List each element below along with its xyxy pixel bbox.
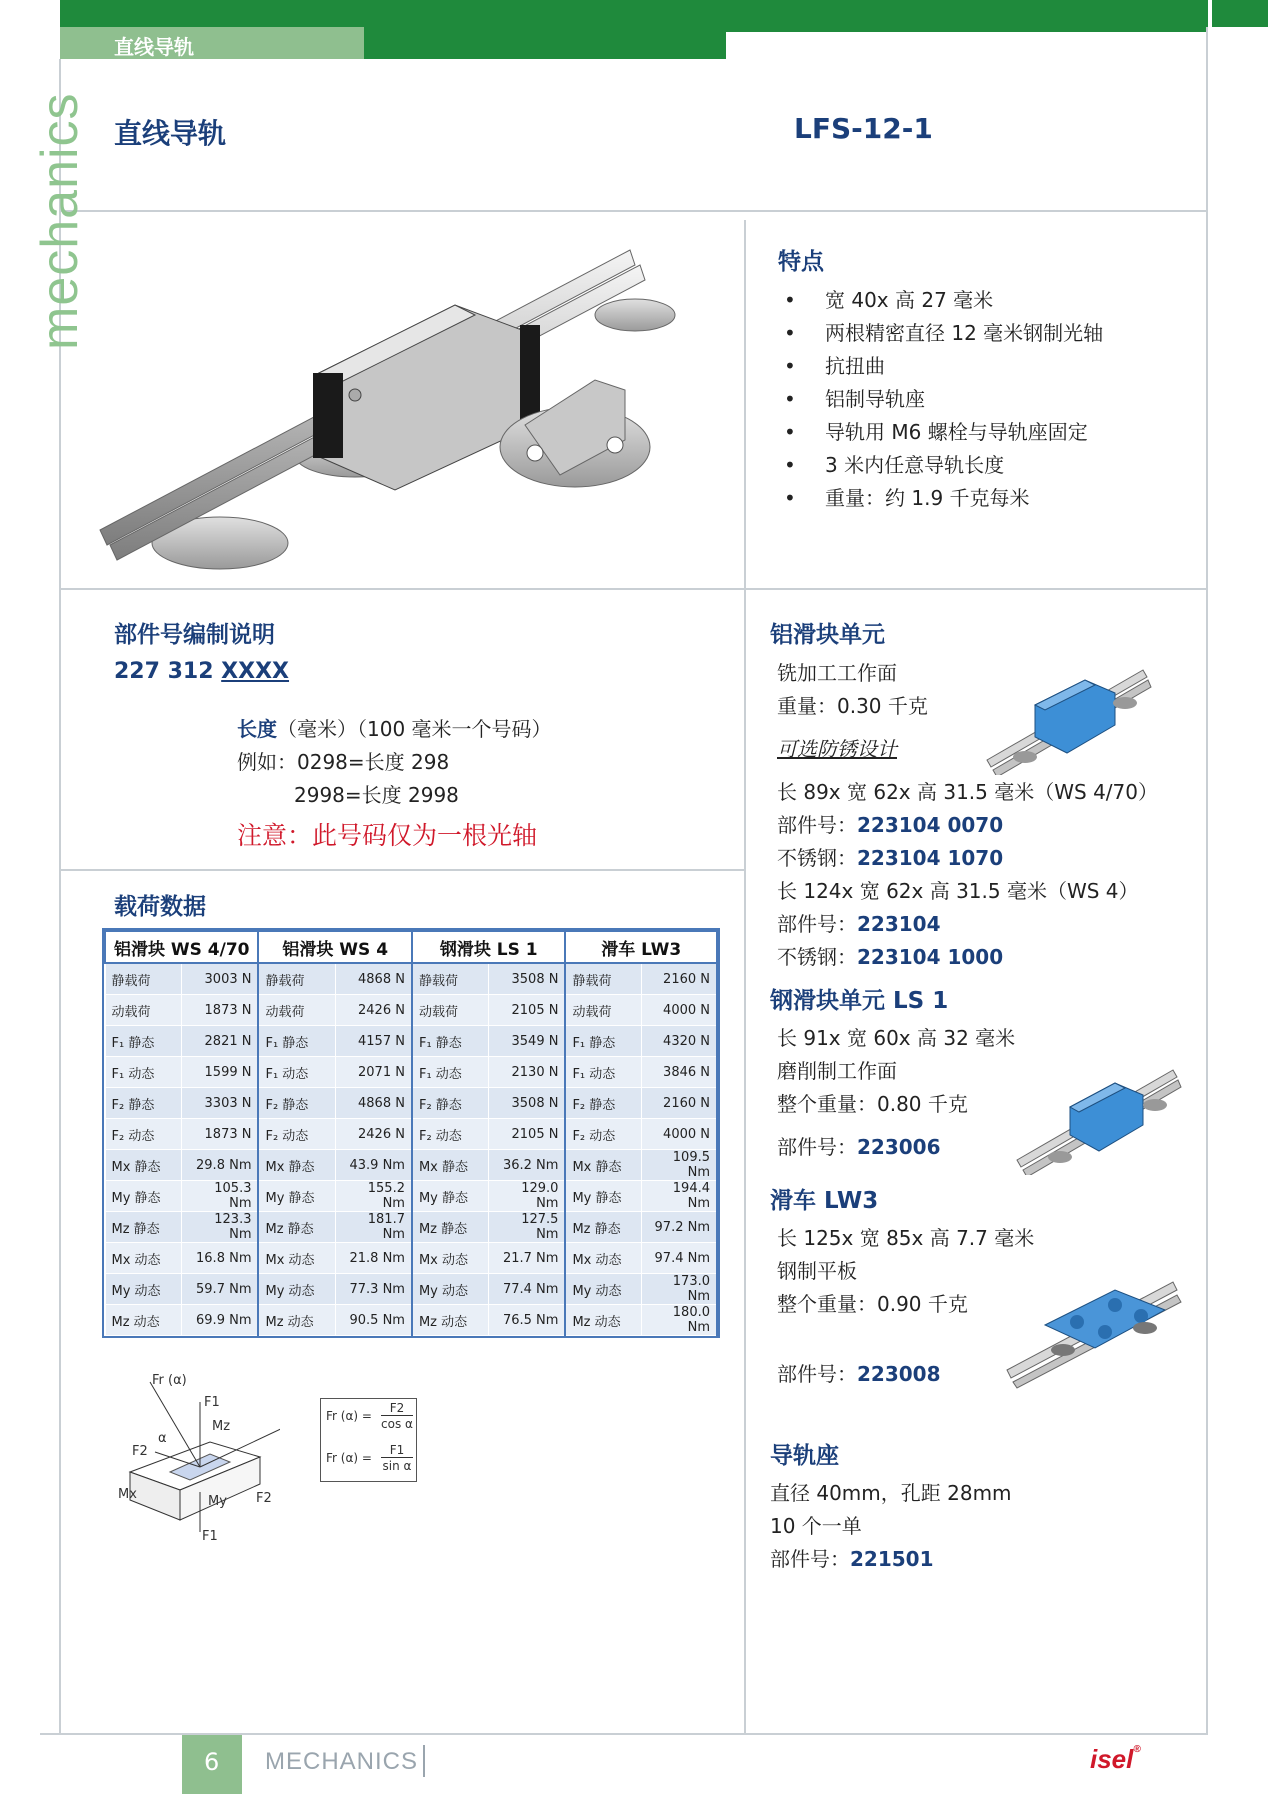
load-table [102,928,720,1338]
pn-value: 223104 [857,912,941,936]
table-cell-label: Mx 动态 [565,1243,641,1274]
table-cell-label: 静载荷 [258,963,335,995]
carriage-pn [777,1358,941,1391]
features-title: 特点 [778,249,824,275]
table-cell-label: Mz 动态 [412,1305,489,1336]
table-cell-value: 194.4 Nm [641,1181,717,1212]
table-cell-label: My 静态 [565,1181,641,1212]
pn-label: 部件号： [777,1362,857,1386]
aluminum-line-1: 铣加工工作面 [777,661,897,685]
example-2: 2998=长度 2998 [294,783,459,807]
aluminum-line-5: 长 124x 宽 62x 高 31.5 毫米（WS 4） [777,879,1139,903]
list-item: • 两根精密直径 12 毫米钢制光轴 [780,317,1200,350]
table-cell-value: 4000 N [641,1119,717,1150]
formula-2-num: F1 [381,1443,413,1458]
table-cell-value: 1599 N [182,1057,259,1088]
table-cell-label: F₂ 动态 [565,1119,641,1150]
list-item: • 宽 40x 高 27 毫米 [780,284,1200,317]
table-cell-value: 36.2 Nm [489,1150,566,1181]
steel-line-1: 长 91x 宽 60x 高 32 毫米 [777,1026,1016,1050]
pn-value: 223104 0070 [857,813,1004,837]
rail-base-pn [770,1543,934,1576]
table-cell-label: Mx 静态 [412,1150,489,1181]
steel-line-3: 整个重量：0.80 千克 [777,1092,968,1116]
table-row [105,1057,717,1088]
table-cell-label: F₂ 动态 [258,1119,335,1150]
table-row [105,1181,717,1212]
col-header: 钢滑块 LS 1 [412,931,565,963]
ss-value: 223104 1070 [857,846,1004,870]
diagram-label-f1-bottom: F1 [202,1529,218,1542]
table-cell-value: 2105 N [489,1119,566,1150]
table-cell-label: Mz 动态 [565,1305,641,1336]
formula-1-den: cos α [381,1417,413,1431]
table-cell-value: 3846 N [641,1057,717,1088]
steel-block-image [1015,1065,1185,1175]
table-cell-value: 4157 N [335,1026,412,1057]
table-row [105,1243,717,1274]
header-bar [60,0,1208,27]
aluminum-unit-title: 铝滑块单元 [770,622,885,648]
code-prefix: 227 312 [114,659,222,684]
table-cell-label: Mx 静态 [258,1150,335,1181]
aluminum-block-image [985,665,1155,775]
table-cell-value: 3508 N [489,963,566,995]
table-cell-label: F₁ 动态 [412,1057,489,1088]
table-cell-label: 动载荷 [412,995,489,1026]
table-cell-value: 4000 N [641,995,717,1026]
aluminum-ss-1 [777,842,1003,875]
table-cell-label: F₂ 动态 [105,1119,182,1150]
code-suffix: XXXX [221,659,290,684]
table-cell-label: My 静态 [105,1181,182,1212]
table-cell-value: 1873 N [182,995,259,1026]
diagram-label-f2: F2 [132,1444,148,1459]
table-cell-label: F₁ 静态 [105,1026,182,1057]
header-tab-label: 直线导轨 [114,35,194,59]
aluminum-pn-1 [777,809,1003,842]
table-cell-label: F₁ 静态 [565,1026,641,1057]
formula-2-den: sin α [382,1459,412,1473]
table-cell-label: F₁ 静态 [258,1026,335,1057]
right-frame-line [1206,27,1208,1735]
rail-base-line-1: 直径 40mm，孔距 28mm [770,1481,1012,1505]
table-cell-value: 97.4 Nm [641,1243,717,1274]
table-cell-value: 29.8 Nm [182,1150,259,1181]
table-cell-label: 静载荷 [105,963,182,995]
divider-mid [59,588,1208,590]
divider-header [59,210,1208,212]
table-cell-label: Mx 动态 [258,1243,335,1274]
diagram-label-mx: Mx [118,1487,137,1502]
aluminum-line-3: 可选防锈设计 [777,737,897,761]
formula-box [320,1398,417,1482]
table-cell-value: 173.0 Nm [641,1274,717,1305]
length-label: 长度 [237,717,277,741]
table-cell-value: 21.7 Nm [489,1243,566,1274]
table-cell-value: 105.3 Nm [182,1181,259,1212]
page-title: 直线导轨 [114,117,227,150]
table-cell-value: 90.5 Nm [335,1305,412,1336]
table-cell-value: 3508 N [489,1088,566,1119]
table-cell-label: My 静态 [258,1181,335,1212]
table-cell-label: 动载荷 [258,995,335,1026]
table-cell-value: 4320 N [641,1026,717,1057]
table-cell-value: 4868 N [335,1088,412,1119]
formula-1: Fr (α) = [326,1409,372,1423]
pn-label: 部件号： [777,912,857,936]
table-row [105,1088,717,1119]
table-cell-label: My 动态 [105,1274,182,1305]
formula-1-num: F2 [381,1401,413,1416]
footer-divider [423,1745,425,1777]
rail-base-title: 导轨座 [770,1443,839,1469]
brand-logo: isel® [1090,1744,1141,1774]
table-cell-label: F₁ 动态 [258,1057,335,1088]
ss-label: 不锈钢： [777,945,857,969]
table-row [105,995,717,1026]
table-row [105,1212,717,1243]
aluminum-line-4: 长 89x 宽 62x 高 31.5 毫米（WS 4/70） [777,780,1158,804]
page-number: 6 [204,1748,220,1776]
pn-label: 部件号： [777,813,857,837]
steel-pn [777,1131,941,1164]
table-cell-value: 77.3 Nm [335,1274,412,1305]
carriage-image [1005,1270,1185,1390]
steel-unit-title: 钢滑块单元 LS 1 [770,988,949,1014]
steel-line-2: 磨削制工作面 [777,1059,897,1083]
table-cell-label: F₁ 静态 [412,1026,489,1057]
example-1: 例如：0298=长度 298 [237,750,450,774]
header-tab [60,27,364,59]
col-header: 铝滑块 WS 4 [258,931,411,963]
table-cell-label: F₂ 静态 [412,1088,489,1119]
table-cell-value: 69.9 Nm [182,1305,259,1336]
table-cell-value: 97.2 Nm [641,1212,717,1243]
table-cell-value: 3549 N [489,1026,566,1057]
table-cell-label: 动载荷 [565,995,641,1026]
part-number-code [114,659,289,684]
table-cell-label: F₂ 静态 [105,1088,182,1119]
pn-value: 221501 [850,1547,934,1571]
table-cell-label: Mz 静态 [412,1212,489,1243]
table-cell-label: 动载荷 [105,995,182,1026]
col-header: 铝滑块 WS 4/70 [105,931,258,963]
carriage-title: 滑车 LW3 [770,1188,879,1214]
table-cell-label: My 静态 [412,1181,489,1212]
aluminum-pn-2 [777,908,941,941]
ss-label: 不锈钢： [777,846,857,870]
features-list [780,284,1200,515]
list-item: • 抗扭曲 [780,350,1200,383]
pn-value: 223006 [857,1135,941,1159]
table-cell-value: 2130 N [489,1057,566,1088]
table-row [105,963,717,995]
footer-section: MECHANICS [265,1748,419,1775]
carriage-line-3: 整个重量：0.90 千克 [777,1292,968,1316]
table-cell-value: 2426 N [335,995,412,1026]
force-diagram [110,1372,280,1542]
length-desc: （毫米）（100 毫米一个号码） [277,717,552,741]
table-cell-label: My 动态 [412,1274,489,1305]
side-title: mechanics [31,92,89,350]
list-item: • 导轨用 M6 螺栓与导轨座固定 [780,416,1200,449]
table-cell-label: F₁ 动态 [565,1057,641,1088]
diagram-label-f1: F1 [204,1395,220,1410]
ss-value: 223104 1000 [857,945,1004,969]
table-cell-label: Mx 静态 [565,1150,641,1181]
table-row [105,1305,717,1336]
table-cell-label: My 动态 [565,1274,641,1305]
table-cell-value: 2105 N [489,995,566,1026]
table-cell-value: 2160 N [641,963,717,995]
table-cell-value: 180.0 Nm [641,1305,717,1336]
table-cell-value: 77.4 Nm [489,1274,566,1305]
table-cell-label: My 动态 [258,1274,335,1305]
table-cell-label: Mz 动态 [105,1305,182,1336]
table-cell-value: 2426 N [335,1119,412,1150]
note-text: 注意：此号码仅为一根光轴 [237,821,538,850]
table-cell-label: F₂ 静态 [258,1088,335,1119]
table-cell-label: F₂ 静态 [565,1088,641,1119]
table-cell-label: 静载荷 [565,963,641,995]
formula-2: Fr (α) = [326,1451,372,1465]
list-item: • 3 米内任意导轨长度 [780,449,1200,482]
col-header: 滑车 LW3 [565,931,717,963]
pn-value: 223008 [857,1362,941,1386]
table-cell-value: 129.0 Nm [489,1181,566,1212]
pn-label: 部件号： [770,1547,850,1571]
table-cell-value: 2160 N [641,1088,717,1119]
length-line [237,713,552,746]
table-row [105,1119,717,1150]
table-cell-value: 3003 N [182,963,259,995]
column-divider [744,220,746,1735]
table-row [105,1274,717,1305]
pn-label: 部件号： [777,1135,857,1159]
table-cell-label: F₂ 动态 [412,1119,489,1150]
table-cell-value: 3303 N [182,1088,259,1119]
table-cell-value: 2071 N [335,1057,412,1088]
table-row [105,1150,717,1181]
table-cell-value: 181.7 Nm [335,1212,412,1243]
table-cell-value: 43.9 Nm [335,1150,412,1181]
table-cell-label: Mz 静态 [565,1212,641,1243]
table-cell-value: 4868 N [335,963,412,995]
diagram-label-alpha: α [158,1431,167,1446]
table-cell-label: Mx 动态 [412,1243,489,1274]
model-number: LFS-12-1 [794,112,933,145]
diagram-label-my: My [208,1494,227,1509]
table-cell-value: 76.5 Nm [489,1305,566,1336]
load-title: 载荷数据 [114,894,206,920]
table-cell-value: 109.5 Nm [641,1150,717,1181]
divider-left-mid [59,869,745,871]
table-cell-label: Mx 动态 [105,1243,182,1274]
table-cell-value: 59.7 Nm [182,1274,259,1305]
table-cell-label: 静载荷 [412,963,489,995]
diagram-label-fr: Fr (α) [152,1373,187,1388]
table-row [105,1026,717,1057]
table-cell-label: Mz 静态 [258,1212,335,1243]
list-item: • 铝制导轨座 [780,383,1200,416]
aluminum-ss-2 [777,941,1003,974]
aluminum-line-2: 重量：0.30 千克 [777,694,928,718]
linear-guide-image [95,225,735,580]
table-cell-value: 16.8 Nm [182,1243,259,1274]
diagram-label-mz: Mz [212,1419,231,1434]
table-cell-label: Mz 动态 [258,1305,335,1336]
carriage-line-2: 钢制平板 [777,1259,857,1283]
header-tab-dark [364,27,726,59]
table-cell-value: 155.2 Nm [335,1181,412,1212]
part-number-title: 部件号编制说明 [114,622,275,648]
header-tab-strip [726,27,1208,32]
table-cell-label: Mz 静态 [105,1212,182,1243]
rail-base-line-2: 10 个一单 [770,1514,862,1538]
table-cell-value: 123.3 Nm [182,1212,259,1243]
table-cell-label: F₁ 动态 [105,1057,182,1088]
list-item: • 重量：约 1.9 千克每米 [780,482,1200,515]
table-cell-value: 1873 N [182,1119,259,1150]
carriage-line-1: 长 125x 宽 85x 高 7.7 毫米 [777,1226,1035,1250]
table-cell-value: 2821 N [182,1026,259,1057]
diagram-label-f2-right: F2 [256,1491,272,1506]
header-bar-right [1212,0,1268,27]
table-cell-label: Mx 静态 [105,1150,182,1181]
table-cell-value: 127.5 Nm [489,1212,566,1243]
table-cell-value: 21.8 Nm [335,1243,412,1274]
